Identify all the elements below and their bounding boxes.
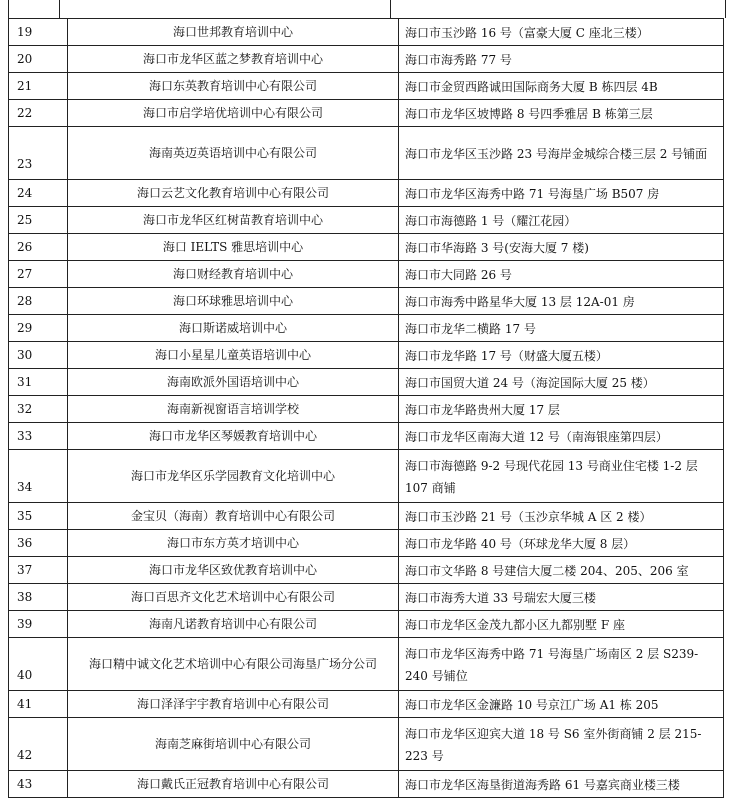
institution-address: 海口市龙华路贵州大厦 17 层 xyxy=(399,396,724,423)
row-number: 32 xyxy=(9,396,68,423)
institution-name: 海口环球雅思培训中心 xyxy=(68,288,399,315)
table-row xyxy=(9,611,724,638)
institution-address: 海口市金贸西路诚田国际商务大厦 B 栋四层 4B xyxy=(399,73,724,100)
table-top-edge xyxy=(8,0,726,18)
institution-address: 海口市国贸大道 24 号（海淀国际大厦 25 楼） xyxy=(399,369,724,396)
institution-address: 海口市龙华区金茂九都小区九都别墅 F 座 xyxy=(399,611,724,638)
institution-address: 海口市大同路 26 号 xyxy=(399,261,724,288)
row-number: 38 xyxy=(9,584,68,611)
row-number: 20 xyxy=(9,46,68,73)
row-number: 37 xyxy=(9,557,68,584)
institution-name: 海南欧派外国语培训中心 xyxy=(68,369,399,396)
table-row xyxy=(9,369,724,396)
row-number: 35 xyxy=(9,503,68,530)
row-number: 19 xyxy=(9,19,68,46)
institution-name: 海口市龙华区乐学园教育文化培训中心 xyxy=(68,450,399,503)
row-number: 36 xyxy=(9,530,68,557)
table-row xyxy=(9,180,724,207)
institution-address: 海口市龙华区海秀中路 71 号海垦广场 B507 房 xyxy=(399,180,724,207)
row-number: 28 xyxy=(9,288,68,315)
table-row xyxy=(9,503,724,530)
institution-address: 海口市玉沙路 21 号（玉沙京华城 A 区 2 楼） xyxy=(399,503,724,530)
institution-address: 海口市龙华二横路 17 号 xyxy=(399,315,724,342)
table-row xyxy=(9,261,724,288)
table-row xyxy=(9,450,724,503)
table-row xyxy=(9,584,724,611)
row-number: 31 xyxy=(9,369,68,396)
institution-name: 海口泽泽宇宇教育培训中心有限公司 xyxy=(68,691,399,718)
row-number: 24 xyxy=(9,180,68,207)
table-row xyxy=(9,691,724,718)
row-number: 43 xyxy=(9,771,68,798)
row-number: 21 xyxy=(9,73,68,100)
table-row xyxy=(9,557,724,584)
institution-address: 海口市龙华路 17 号（财盛大厦五楼） xyxy=(399,342,724,369)
institution-name: 海口财经教育培训中心 xyxy=(68,261,399,288)
row-number: 39 xyxy=(9,611,68,638)
institution-address: 海口市海秀路 77 号 xyxy=(399,46,724,73)
institution-name: 海口 IELTS 雅思培训中心 xyxy=(68,234,399,261)
row-number: 27 xyxy=(9,261,68,288)
table-row xyxy=(9,288,724,315)
institution-address: 海口市龙华区海秀中路 71 号海垦广场南区 2 层 S239-240 号铺位 xyxy=(399,638,724,691)
institution-table-wrapper xyxy=(8,18,732,798)
institution-address: 海口市海德路 1 号（耀江花园） xyxy=(399,207,724,234)
table-row xyxy=(9,73,724,100)
institution-address: 海口市龙华区金濂路 10 号京江广场 A1 栋 205 xyxy=(399,691,724,718)
row-number: 25 xyxy=(9,207,68,234)
institution-name: 海南芝麻街培训中心有限公司 xyxy=(68,718,399,771)
institution-address: 海口市海秀大道 33 号瑞宏大厦三楼 xyxy=(399,584,724,611)
table-row xyxy=(9,100,724,127)
institution-address: 海口市华海路 3 号(安海大厦 7 楼) xyxy=(399,234,724,261)
row-number: 30 xyxy=(9,342,68,369)
row-number: 34 xyxy=(9,450,68,503)
row-number: 41 xyxy=(9,691,68,718)
table-row xyxy=(9,207,724,234)
institution-name: 金宝贝（海南）教育培训中心有限公司 xyxy=(68,503,399,530)
table-row xyxy=(9,396,724,423)
institution-name: 海口市龙华区红树苗教育培训中心 xyxy=(68,207,399,234)
institution-name: 海口世邦教育培训中心 xyxy=(68,19,399,46)
table-row xyxy=(9,46,724,73)
institution-address: 海口市玉沙路 16 号（富豪大厦 C 座北三楼） xyxy=(399,19,724,46)
institution-address: 海口市海德路 9-2 号现代花园 13 号商业住宅楼 1-2 层 107 商铺 xyxy=(399,450,724,503)
institution-name: 海南新视窗语言培训学校 xyxy=(68,396,399,423)
institution-name: 海口市东方英才培训中心 xyxy=(68,530,399,557)
institution-name: 海南凡诺教育培训中心有限公司 xyxy=(68,611,399,638)
institution-name: 海口小星星儿童英语培训中心 xyxy=(68,342,399,369)
table-row xyxy=(9,718,724,771)
institution-address: 海口市龙华区坡博路 8 号四季雅居 B 栋第三层 xyxy=(399,100,724,127)
table-row xyxy=(9,530,724,557)
institution-address: 海口市龙华路 40 号（环球龙华大厦 8 层） xyxy=(399,530,724,557)
table-row xyxy=(9,127,724,180)
institution-name: 海口市龙华区琴媛教育培训中心 xyxy=(68,423,399,450)
institution-address: 海口市龙华区海垦街道海秀路 61 号嘉宾商业楼三楼 xyxy=(399,771,724,798)
row-number: 22 xyxy=(9,100,68,127)
row-number: 33 xyxy=(9,423,68,450)
institution-name: 海口市启学培优培训中心有限公司 xyxy=(68,100,399,127)
institution-name: 海口百思齐文化艺术培训中心有限公司 xyxy=(68,584,399,611)
institution-address: 海口市龙华区南海大道 12 号（南海银座第四层） xyxy=(399,423,724,450)
institution-name: 海口云艺文化教育培训中心有限公司 xyxy=(68,180,399,207)
table-row xyxy=(9,771,724,798)
institution-name: 海口斯诺威培训中心 xyxy=(68,315,399,342)
institution-name: 海口东英教育培训中心有限公司 xyxy=(68,73,399,100)
institution-name: 海南英迈英语培训中心有限公司 xyxy=(68,127,399,180)
table-row xyxy=(9,234,724,261)
institution-address: 海口市龙华区玉沙路 23 号海岸金城综合楼三层 2 号铺面 xyxy=(399,127,724,180)
institution-address: 海口市龙华区迎宾大道 18 号 S6 室外街商铺 2 层 215-223 号 xyxy=(399,718,724,771)
table-row xyxy=(9,315,724,342)
row-number: 29 xyxy=(9,315,68,342)
table-body xyxy=(9,19,724,798)
institution-name: 海口市龙华区致优教育培训中心 xyxy=(68,557,399,584)
row-number: 40 xyxy=(9,638,68,691)
row-number: 26 xyxy=(9,234,68,261)
table-row xyxy=(9,19,724,46)
table-row xyxy=(9,423,724,450)
institution-name: 海口戴氏正冠教育培训中心有限公司 xyxy=(68,771,399,798)
table-row xyxy=(9,638,724,691)
row-number: 23 xyxy=(9,127,68,180)
institution-address: 海口市海秀中路星华大厦 13 层 12A-01 房 xyxy=(399,288,724,315)
institution-name: 海口市龙华区蓝之梦教育培训中心 xyxy=(68,46,399,73)
institution-table xyxy=(8,18,724,798)
table-row xyxy=(9,342,724,369)
row-number: 42 xyxy=(9,718,68,771)
institution-address: 海口市文华路 8 号建信大厦二楼 204、205、206 室 xyxy=(399,557,724,584)
institution-name: 海口精中诚文化艺术培训中心有限公司海垦广场分公司 xyxy=(68,638,399,691)
